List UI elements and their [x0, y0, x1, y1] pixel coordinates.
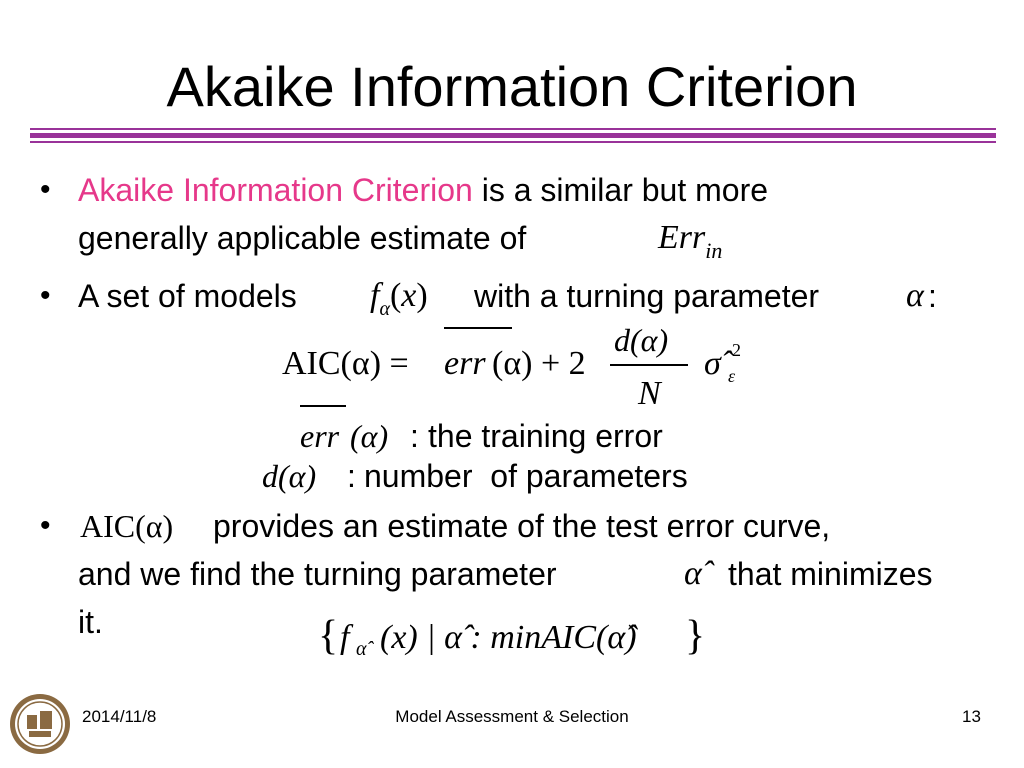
slide: Akaike Information Criterion • Akaike Information Criterion is a similar but more generally applicable estimate of Err$_{in}$ • A set of models $f_\alpha(x)$ with a turning parameter α : AIC(α) = err (α) + 2 d(α) N σ̂ ε 2 err (α) : the training error d(α) : number of parameters • AIC(α) provides an estimate of the test error curve, and we find the turning parameter α̂ that minimizes it. { f α̂ (x) | α̂ : minAIC(α̂) } 2014/11/8 Model Assessment & Selection 13: [0, 0, 1024, 768]
bullet3-line3: it.: [78, 604, 103, 640]
alpha-symbol: α: [906, 277, 924, 314]
model-f-alpha-math: $f_\alpha(x)$: [370, 277, 428, 320]
err-symbol-def: err: [300, 418, 340, 454]
bullet3-line2: and we find the turning parameter: [78, 556, 557, 592]
bullet-marker: •: [40, 173, 51, 206]
bullet2-text-start: A set of models: [78, 278, 297, 314]
err-overline: [444, 327, 512, 329]
bullet1-line2: generally applicable estimate of: [78, 220, 527, 256]
err-overline-def: [300, 405, 346, 407]
d-alpha-symbol-def: d(α): [262, 458, 317, 494]
aic-alpha-math: AIC(α): [80, 508, 174, 544]
bullet1-text: is a similar but more: [472, 172, 769, 208]
bullet-marker: •: [40, 279, 51, 312]
slide-title: Akaike Information Criterion: [166, 55, 858, 118]
bullet2-text-mid: with a turning parameter: [474, 278, 820, 314]
bullet-marker: •: [40, 509, 51, 542]
title-divider-thick: [30, 133, 996, 138]
bullet1-line1: [78, 170, 768, 210]
footer-title: Model Assessment & Selection: [395, 707, 629, 726]
title-divider-thin-top: [30, 128, 996, 130]
fraction-numerator: d(α): [614, 322, 669, 358]
title-divider-thin-bottom: [30, 141, 996, 143]
slide-number: 13: [962, 707, 981, 726]
footer-date: 2014/11/8: [82, 707, 157, 726]
fraction-bar: [610, 364, 688, 366]
bullet2-colon: :: [928, 278, 937, 314]
bullet3-line1: provides an estimate of the test error curve,: [213, 508, 831, 544]
fraction-denominator: N: [638, 375, 661, 412]
alpha-hat-symbol: α̂: [684, 555, 702, 592]
bullet3-line2-end: that minimizes: [728, 556, 933, 592]
training-error-def: the training error: [428, 418, 663, 454]
err-in-math: Err$_{in}$: [658, 219, 723, 263]
num-params-def: number of parameters: [364, 458, 688, 494]
aic-term-highlight: Akaike Information Criterion: [78, 172, 473, 208]
sigma-hat: σ̂: [704, 345, 721, 382]
